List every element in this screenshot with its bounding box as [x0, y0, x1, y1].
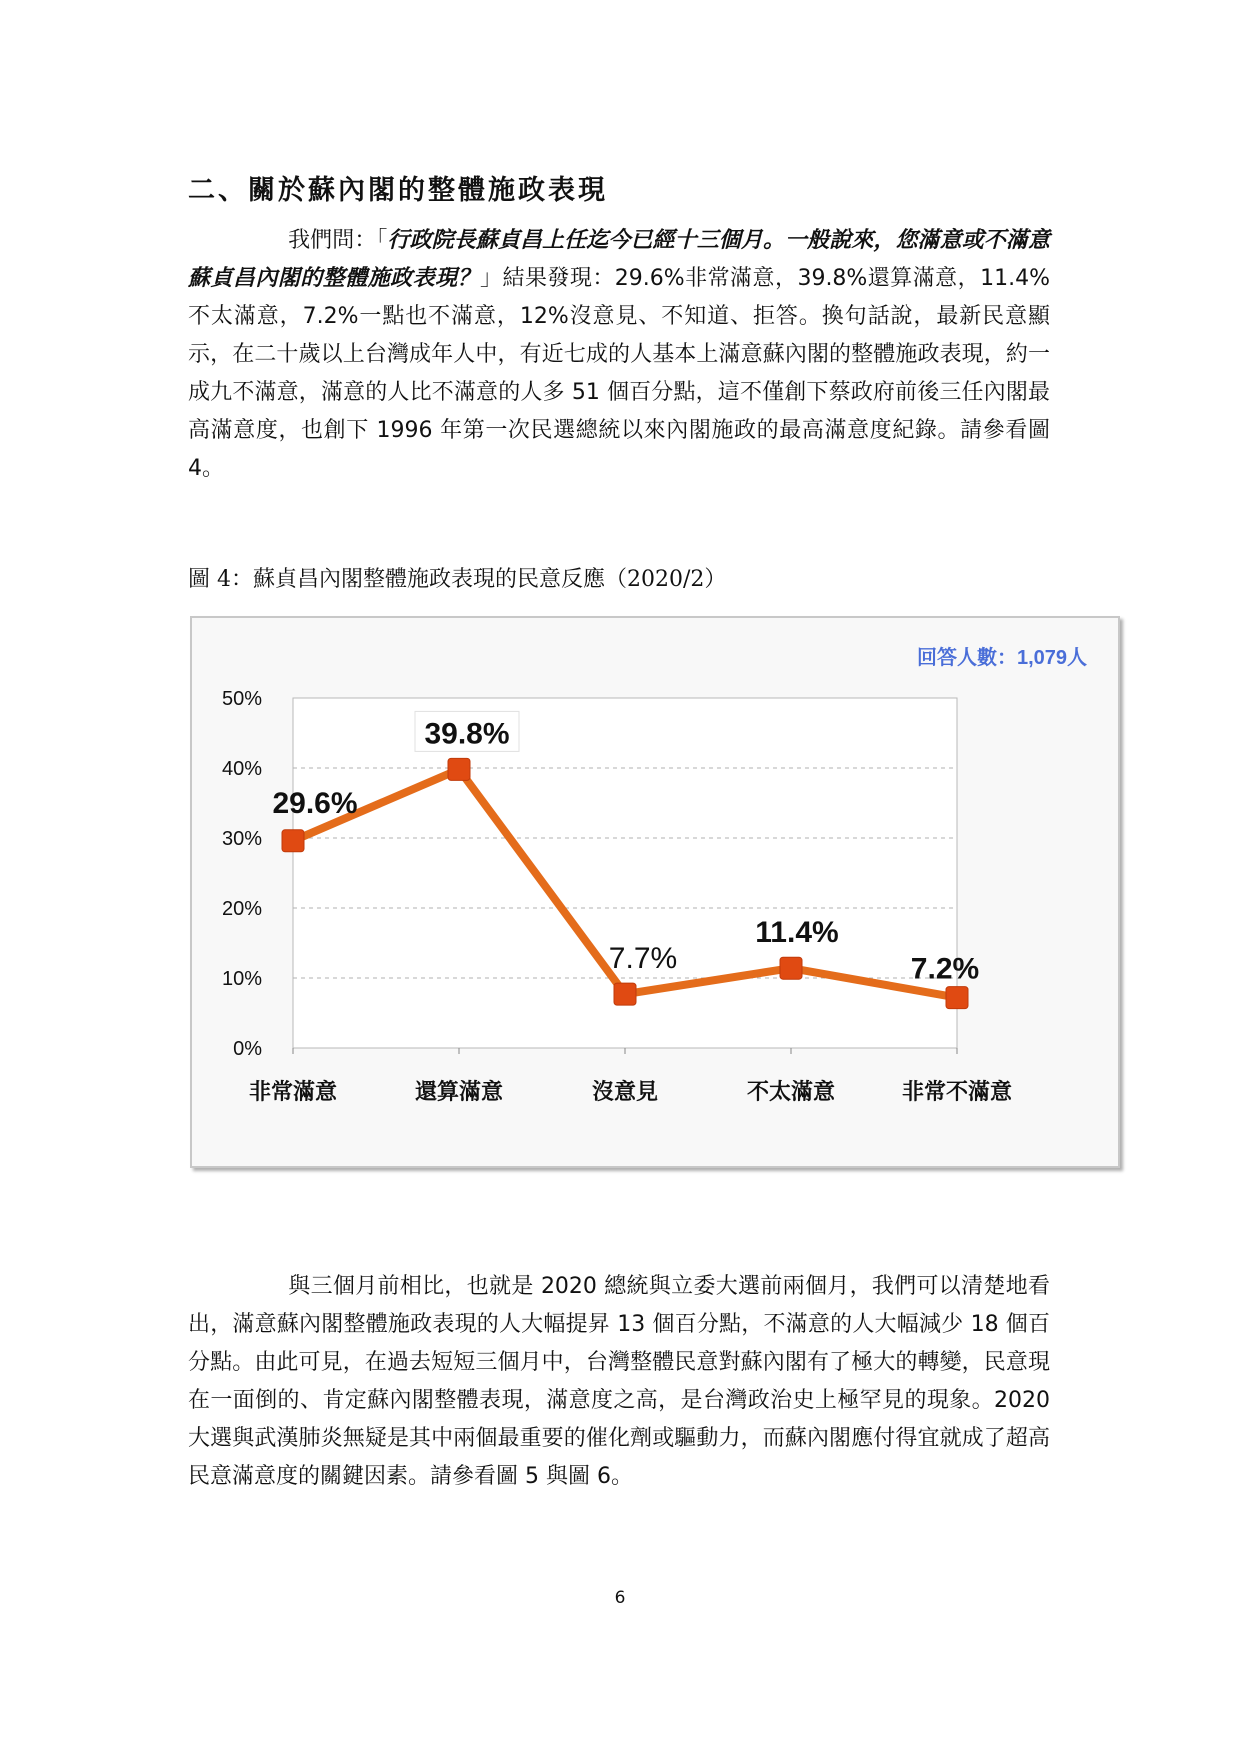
data-label: 7.7% [608, 942, 678, 976]
data-label: 39.8% [424, 717, 510, 751]
y-tick-label: 10% [221, 968, 262, 990]
data-point [448, 758, 470, 780]
x-tick-label: 非常不滿意 [901, 1079, 1013, 1104]
data-point [282, 830, 304, 852]
y-tick-label: 40% [221, 758, 262, 780]
page-number: 6 [614, 1588, 626, 1608]
section-heading: 二、關於蘇內閣的整體施政表現 [188, 175, 608, 206]
x-tick-label: 沒意見 [591, 1079, 659, 1104]
paragraph-2-body: 與三個月前相比，也就是 2020 總統與立委大選前兩個月，我們可以清楚地看出，滿意蘇內閣整體施政表現的人大幅提昇 13 個百分點，不滿意的人大幅減少 18 個百分點。由此可見，在過去短短三個月中，台灣整體民意對蘇內閣有了極大的轉變，民意現在一面倒的、肯定蘇內閣整體表現，滿意度之高，是台灣政治史上極罕見的現象。2020 大選與武漢肺炎無疑是其中兩個最重要的催化劑或驅動力，而蘇內閣應付得宜就成了超高民意滿意度的關鍵因素。請參看圖 5 與圖 6。 [188, 1274, 1050, 1489]
line-chart [192, 618, 1118, 1166]
data-point [780, 957, 802, 979]
y-tick-label: 20% [221, 898, 262, 920]
x-tick-label: 不太滿意 [746, 1079, 836, 1104]
paragraph-1-lead: 我們問：「 [288, 228, 388, 253]
y-tick-label: 50% [221, 688, 262, 710]
data-label: 7.2% [910, 952, 980, 986]
survey-question: 行政院長蘇貞昌上任迄今已經十三個月。一般說來，您滿意或不滿意蘇貞昌內閣的整體施政表現？ [188, 228, 1050, 291]
paragraph-2 [188, 1268, 1050, 1496]
x-tick-label: 非常滿意 [248, 1079, 338, 1104]
y-tick-label: 30% [221, 828, 262, 850]
paragraph-1-body: 」結果發現：29.6%非常滿意，39.8%還算滿意，11.4%不太滿意，7.2%一點也不滿意，12%沒意見、不知道、拒答。換句話說，最新民意顯示，在二十歲以上台灣成年人中，有近七成的人基本上滿意蘇內閣的整體施政表現，約一成九不滿意，滿意的人比不滿意的人多 51 個百分點，這不僅創下蔡政府前後三任內閣最高滿意度，也創下 1996 年第一次民選總統以來內閣施政的最高滿意度紀錄。請參看圖 4。 [188, 266, 1050, 481]
data-point [946, 987, 968, 1009]
data-label: 11.4% [755, 916, 839, 950]
x-tick-label: 還算滿意 [414, 1079, 504, 1104]
respondent-count-label: 回答人數：1,079人 [916, 647, 1088, 669]
data-label: 29.6% [272, 786, 358, 820]
paragraph-1 [188, 222, 1050, 488]
data-point [614, 983, 636, 1005]
y-tick-label: 0% [233, 1038, 262, 1060]
chart-frame [190, 616, 1120, 1168]
figure-caption: 圖 4：蘇貞昌內閣整體施政表現的民意反應（2020/2） [188, 567, 727, 592]
